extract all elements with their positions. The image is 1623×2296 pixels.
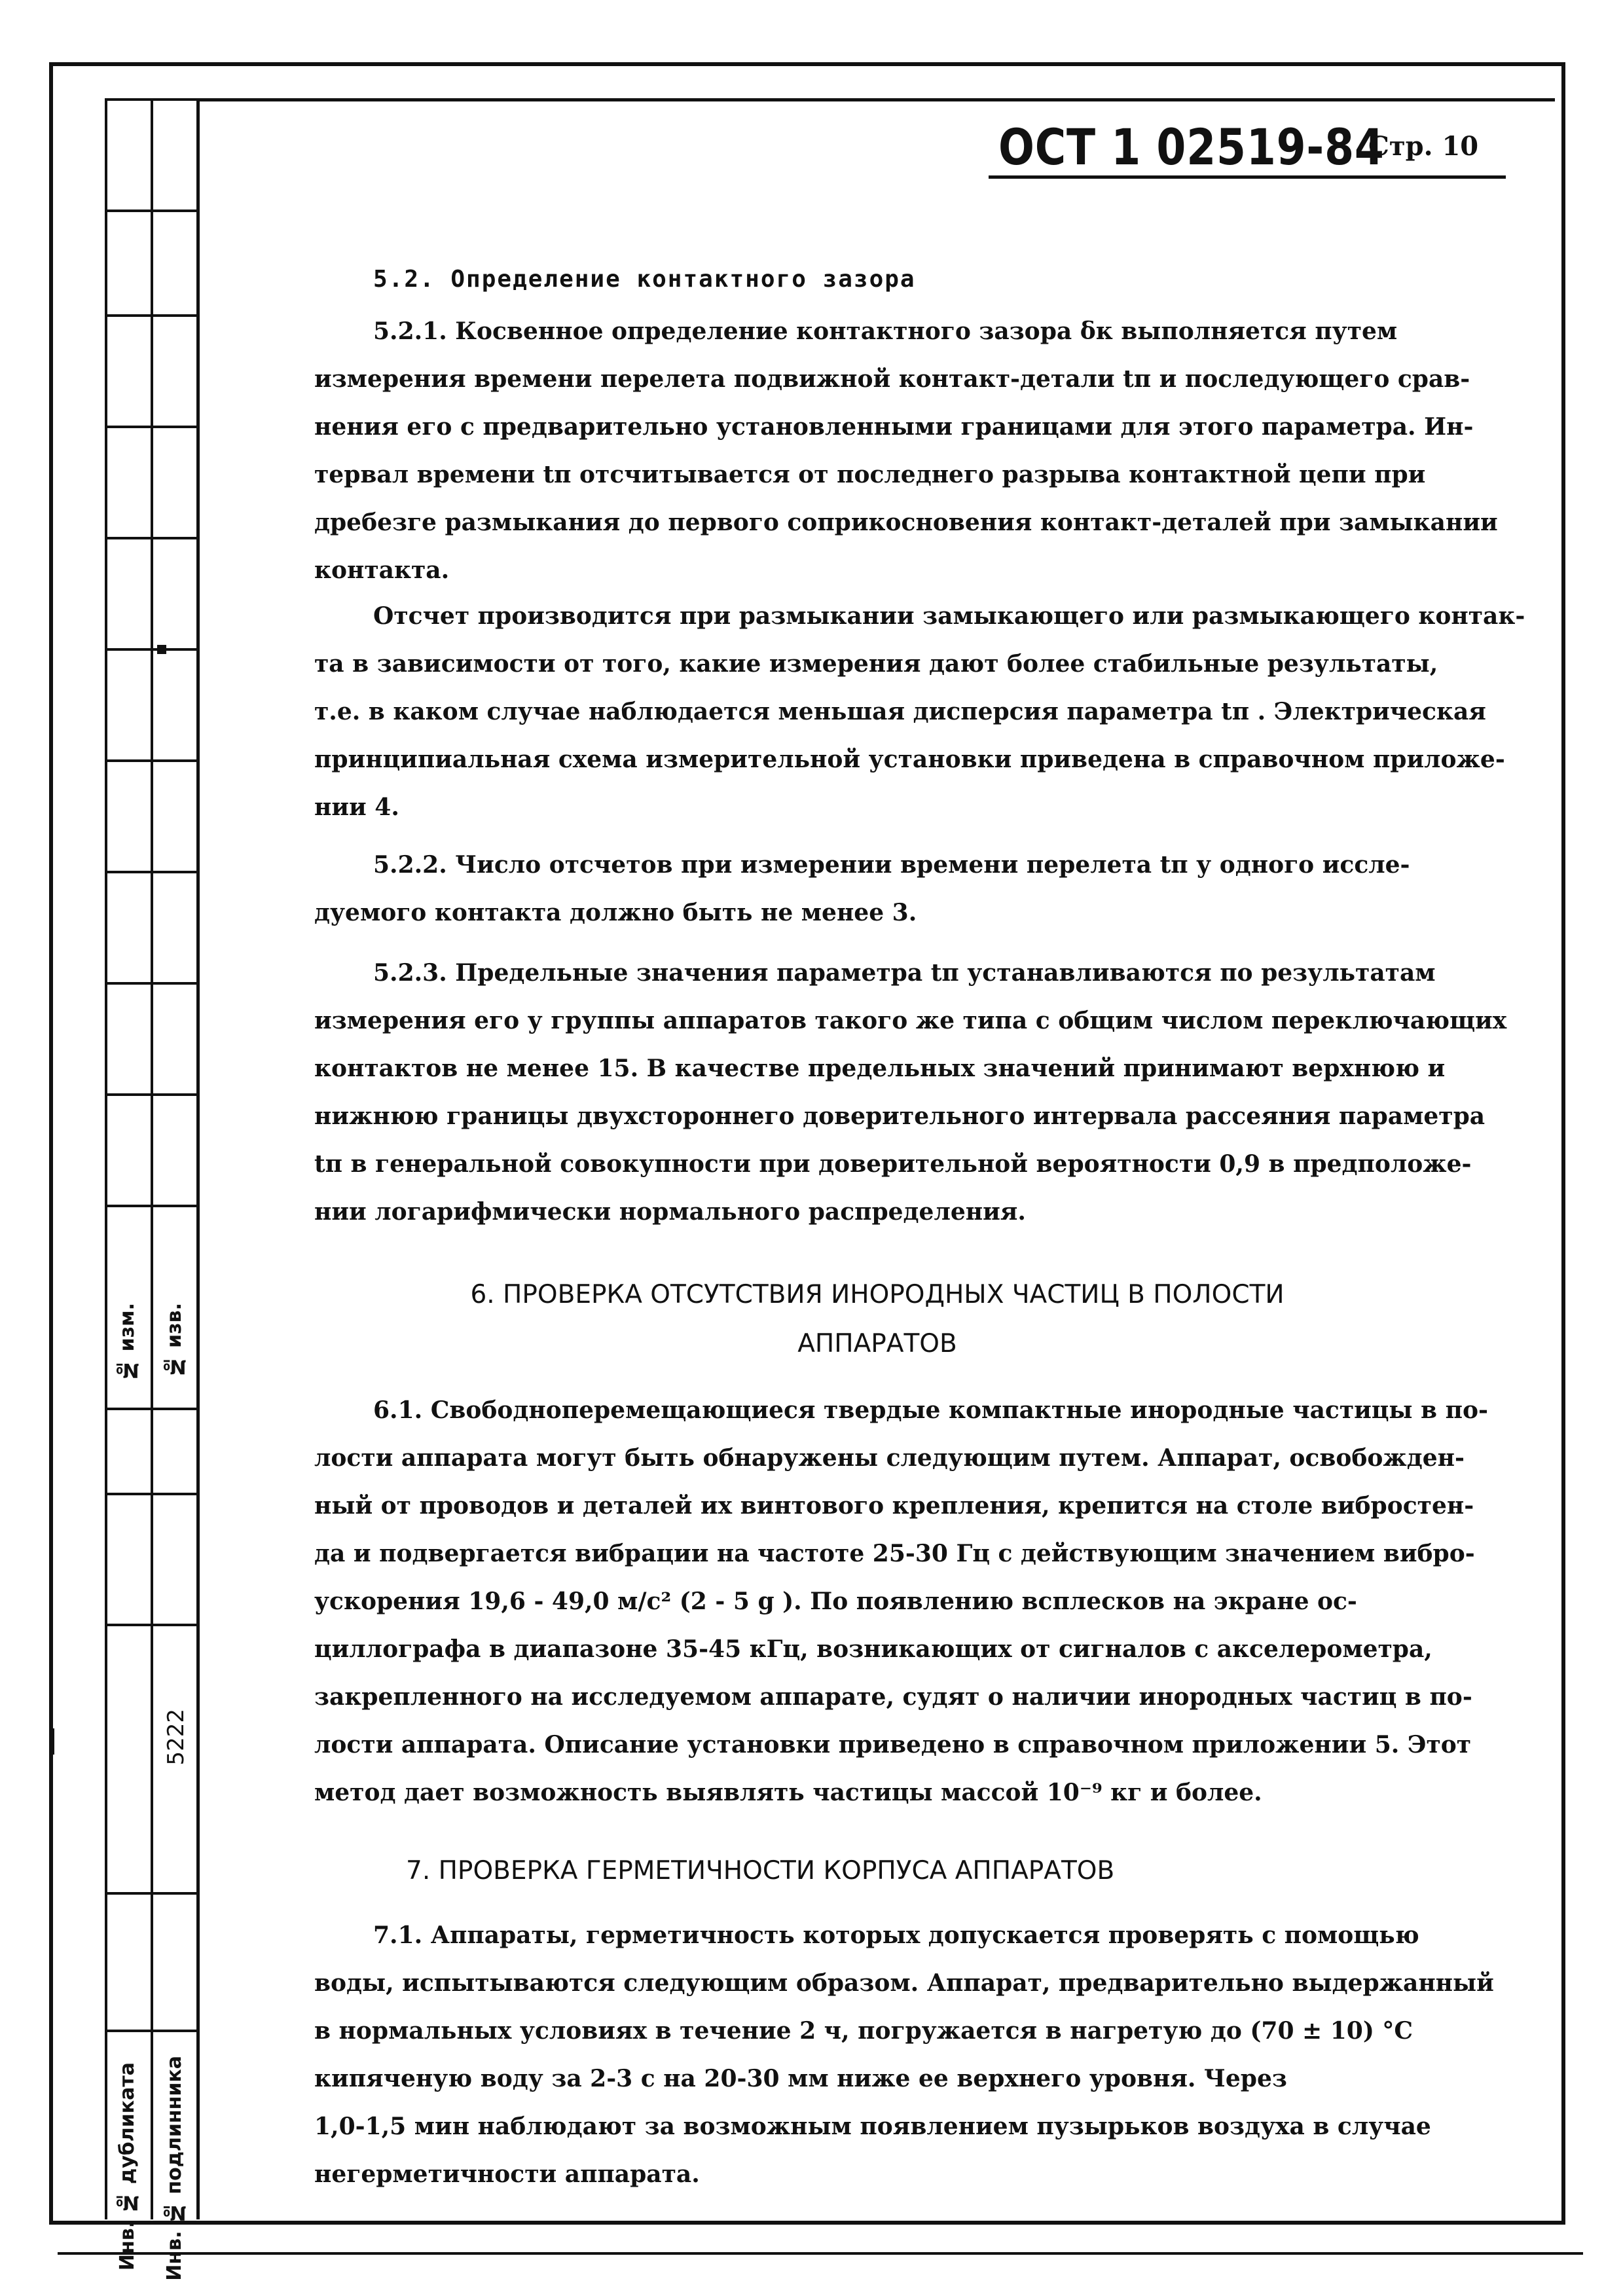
- section-6-title-line2: АППАРАТОВ: [797, 1329, 957, 1358]
- stamp-inv-dublikata: Инв. № дубликата: [116, 2062, 139, 2271]
- section-5-2-title: 5.2. Определение контактного зазора: [373, 266, 916, 293]
- header-rule: [989, 175, 1506, 179]
- paragraph-5-2-1-b: Отсчет производится при размыкании замыкающего или размыкающего контак- та в зависимости от того, какие измерения дают более стабильные результаты, т.е. в каком случае наблюдается меньшая дисперсия параметра tп . Электрическая принципиальная схема измерительной установки приведена в справочном приложе- нии 4.: [314, 602, 1525, 821]
- page-label: Стр. 10: [1368, 131, 1479, 162]
- stamp-number: 5222: [163, 1709, 189, 1766]
- paragraph-5-2-2: 5.2.2. Число отсчетов при измерении времени перелета tп у одного иссле- дуемого контакта должно быть не менее 3.: [314, 851, 1410, 926]
- paragraph-5-2-1: 5.2.1. Косвенное определение контактного зазора δк выполняется путем измерения времени перелета подвижной контакт-детали tп и последующего срав- нения его с предварительно установленными границами для этого параметра. Ин- тервал времени tп отсчитывается от последнего разрыва контактной цепи при дребезге размыкания до первого соприкосновения контакт-деталей при замыкании контакта.: [314, 318, 1498, 584]
- paragraph-7-1: 7.1. Аппараты, герметичность которых допускается проверять с помощью воды, испытываются следующим образом. Аппарат, предварительно выдержанный в нормальных условиях в течение 2 ч, погружается в нагретую до (70 ± 10) °С кипяченую воду за 2-3 с на 20-30 мм ниже ее верхнего уровня. Через 1,0-1,5 мин наблюдают за возможным появлением пузырьков воздуха в случае негерметичности аппарата.: [314, 1922, 1494, 2188]
- side-stamp: [105, 98, 196, 2281]
- section-6-title-line1: 6. ПРОВЕРКА ОТСУТСТВИЯ ИНОРОДНЫХ ЧАСТИЦ В ПОЛОСТИ: [470, 1280, 1285, 1309]
- paragraph-5-2-3: 5.2.3. Предельные значения параметра tп устанавливаются по результатам измерения его у группы аппаратов такого же типа с общим числом переключающих контактов не менее 15. В качестве предельных значений принимают верхнюю и нижнюю границы двухстороннего доверительного интервала рассеяния параметра tп в генеральной совокупности при доверительной вероятности 0,9 в предположе- нии логарифмически нормального распределения.: [314, 959, 1507, 1226]
- paragraph-6-1: 6.1. Свободноперемещающиеся твердые компактные инородные частицы в по- лости аппарата могут быть обнаружены следующим путем. Аппарат, освобожден- ный от проводов и деталей их винтового крепления, крепится на столе вибростен- да и подвергается вибрации на частоте 25-30 Гц с действующим значением вибро- ускорения 19,6 - 49,0 м/с² (2 - 5 g ). По появлению всплесков на экране ос- циллографа в диапазоне 35-45 кГц, возникающих от сигналов с акселерометра, закрепленного на исследуемом аппарате, судят о наличии инородных частиц в по- лости аппарата. Описание установки приведено в справочном приложении 5. Этот метод дает возможность выявлять частицы массой 10⁻⁹ кг и более.: [314, 1396, 1488, 1806]
- section-7-title: 7. ПРОВЕРКА ГЕРМЕТИЧНОСТИ КОРПУСА АППАРАТОВ: [406, 1856, 1115, 1886]
- stamp-inv-podlinnika: Инв. № подлинника: [163, 2056, 186, 2281]
- scan-mark: [157, 645, 166, 654]
- stamp-no-izv: № изв.: [163, 1303, 186, 1378]
- bottom-rule: [58, 2252, 1583, 2255]
- stamp-no-izm: № изм.: [116, 1303, 139, 1381]
- doc-code: ОСТ 1 02519-84: [998, 118, 1385, 176]
- scan-mark: [49, 1728, 54, 1755]
